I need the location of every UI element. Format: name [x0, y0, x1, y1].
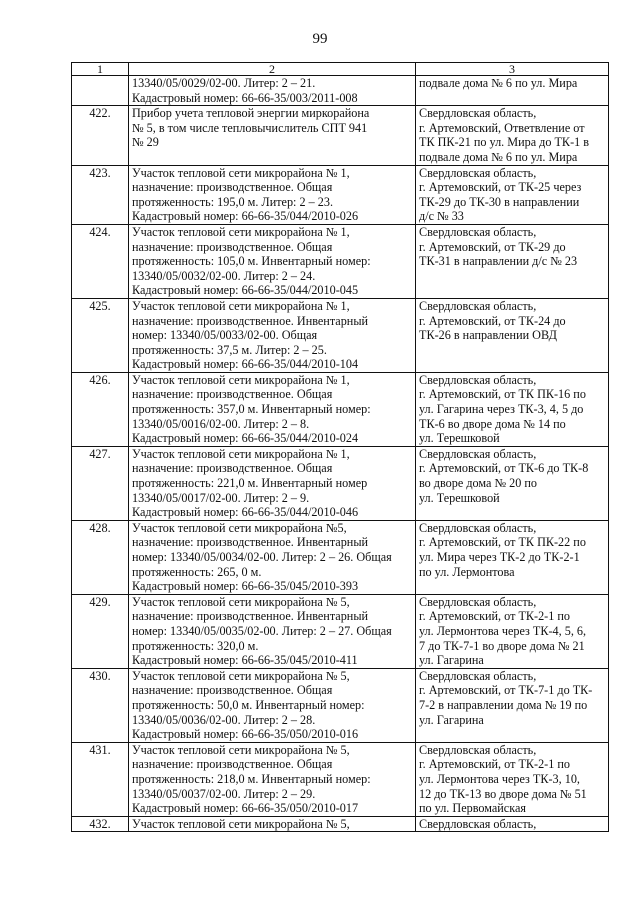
- description-line: Участок тепловой сети микрорайона №5,: [132, 520, 347, 535]
- row-address: [416, 668, 609, 742]
- table-row: [72, 298, 609, 372]
- table-header-row: [72, 63, 609, 76]
- table-row: [72, 372, 609, 446]
- address-line: Свердловская область,: [419, 224, 537, 239]
- description-line: протяженность: 37,5 м. Литер: 2 – 25.: [132, 342, 327, 357]
- row-description: [129, 520, 416, 594]
- row-description: [129, 224, 416, 298]
- address-line: Свердловская область,: [419, 446, 537, 461]
- address-line: 12 до ТК-13 во дворе дома № 51: [419, 786, 587, 801]
- table-row: [72, 165, 609, 224]
- table-row: [72, 520, 609, 594]
- table-row: [72, 816, 609, 832]
- address-line: Свердловская область,: [419, 165, 537, 180]
- address-line: подвале дома № 6 по ул. Мира: [419, 76, 578, 90]
- description-line: протяженность: 221,0 м. Инвентарный номер: [132, 476, 368, 491]
- address-line: Свердловская область,: [419, 594, 537, 609]
- description-line: 13340/05/0016/02-00. Литер: 2 – 8.: [132, 416, 310, 431]
- row-description: [129, 594, 416, 668]
- description-line: № 29: [132, 135, 159, 150]
- address-line: ул. Терешковой: [419, 431, 500, 446]
- description-line: протяженность: 105,0 м. Инвентарный номер:: [132, 254, 371, 269]
- description-line: Кадастровый номер: 66-66-35/045/2010-393: [132, 579, 359, 594]
- description-line: № 5, в том числе тепловычислитель СПТ 941: [132, 120, 368, 135]
- description-line: протяженность: 320,0 м.: [132, 638, 259, 653]
- address-line: Свердловская область,: [419, 520, 537, 535]
- address-line: ул. Гагарина через ТК-3, 4, 5 до: [419, 402, 584, 417]
- address-line: г. Артемовский, от ТК-25 через: [419, 180, 582, 195]
- row-description: [129, 816, 416, 832]
- description-line: Кадастровый номер: 66-66-35/045/2010-411: [132, 653, 358, 668]
- address-line: ТК ПК-21 по ул. Мира до ТК-1 в: [419, 135, 590, 150]
- table-row: [72, 76, 609, 106]
- description-line: Кадастровый номер: 66-66-35/044/2010-026: [132, 209, 359, 224]
- row-address: [416, 106, 609, 165]
- row-address: [416, 446, 609, 520]
- description-line: Участок тепловой сети микрорайона № 1,: [132, 446, 350, 461]
- address-line: 7 до ТК-7-1 во дворе дома № 21: [419, 638, 585, 653]
- address-line: ул. Мира через ТК-2 до ТК-2-1: [419, 550, 580, 564]
- description-line: назначение: производственное. Инвентарный: [132, 535, 369, 550]
- address-line: Свердловская область,: [419, 106, 537, 121]
- description-line: 13340/05/0036/02-00. Литер: 2 – 28.: [132, 712, 316, 727]
- address-line: Свердловская область,: [419, 742, 537, 757]
- table-row: [72, 742, 609, 816]
- row-address: [416, 372, 609, 446]
- address-line: д/с № 33: [419, 209, 464, 224]
- description-line: Участок тепловой сети микрорайона № 5,: [132, 742, 350, 757]
- address-line: подвале дома № 6 по ул. Мира: [419, 149, 578, 164]
- row-number: 430.: [72, 668, 129, 742]
- address-line: 7-2 в направлении дома № 19 по: [419, 697, 588, 712]
- address-line: по ул. Лермонтова: [419, 564, 515, 579]
- row-description: [129, 372, 416, 446]
- table-row: [72, 446, 609, 520]
- description-line: Кадастровый номер: 66-66-35/050/2010-017: [132, 801, 359, 816]
- description-line: Прибор учета тепловой энергии миркорайона: [132, 106, 370, 121]
- description-line: Кадастровый номер: 66-66-35/044/2010-045: [132, 283, 359, 298]
- description-line: Участок тепловой сети микрорайона № 1,: [132, 165, 350, 180]
- description-line: назначение: производственное. Общая: [132, 683, 333, 698]
- address-line: Свердловская область,: [419, 668, 537, 683]
- row-address: [416, 298, 609, 372]
- description-line: Кадастровый номер: 66-66-35/044/2010-046: [132, 505, 359, 520]
- description-line: Кадастровый номер: 66-66-35/003/2011-008: [132, 90, 358, 105]
- description-line: Кадастровый номер: 66-66-35/044/2010-024: [132, 431, 359, 446]
- row-description: [129, 76, 416, 106]
- row-description: [129, 668, 416, 742]
- row-address: [416, 76, 609, 106]
- description-line: назначение: производственное. Общая: [132, 461, 333, 476]
- description-line: Участок тепловой сети микрорайона № 1,: [132, 298, 350, 313]
- address-line: г. Артемовский, от ТК-7-1 до ТК-: [419, 683, 593, 698]
- address-line: ТК-31 в направлении д/с № 23: [419, 254, 578, 269]
- row-description: [129, 165, 416, 224]
- address-line: ТК-26 в направлении ОВД: [419, 328, 557, 343]
- address-line: ТК-29 до ТК-30 в направлении: [419, 194, 580, 209]
- address-line: Свердловская область,: [419, 372, 537, 387]
- row-number: 425.: [72, 298, 129, 372]
- description-line: назначение: производственное. Инвентарный: [132, 313, 369, 328]
- row-address: [416, 742, 609, 816]
- row-number: 422.: [72, 106, 129, 165]
- description-line: протяженность: 195,0 м. Литер: 2 – 23.: [132, 194, 333, 209]
- description-line: протяженность: 218,0 м. Инвентарный номер:: [132, 771, 371, 786]
- row-number: 432.: [72, 816, 129, 832]
- address-line: г. Артемовский, от ТК-29 до: [419, 239, 566, 254]
- row-number: [72, 76, 129, 106]
- address-line: во дворе дома № 20 по: [419, 476, 538, 491]
- row-description: [129, 106, 416, 165]
- description-line: 13340/05/0037/02-00. Литер: 2 – 29.: [132, 786, 316, 801]
- address-line: г. Артемовский, от ТК ПК-16 по: [419, 387, 586, 402]
- address-line: ул. Лермонтова через ТК-4, 5, 6,: [419, 623, 587, 638]
- description-line: номер: 13340/05/0035/02-00. Литер: 2 – 27. Общая: [132, 623, 392, 638]
- description-line: номер: 13340/05/0034/02-00. Литер: 2 – 26. Общая: [132, 550, 392, 564]
- description-line: Участок тепловой сети микрорайона № 1,: [132, 224, 350, 239]
- row-number: 428.: [72, 520, 129, 594]
- page-number: 99: [312, 31, 328, 47]
- description-line: назначение: производственное. Общая: [132, 757, 333, 772]
- column-header-number: 1: [72, 63, 129, 76]
- row-address: [416, 520, 609, 594]
- address-line: ул. Гагарина: [419, 712, 484, 727]
- table-row: [72, 594, 609, 668]
- description-line: Кадастровый номер: 66-66-35/050/2010-016: [132, 727, 359, 742]
- description-line: 13340/05/0032/02-00. Литер: 2 – 24.: [132, 268, 316, 283]
- address-line: ТК-6 во дворе дома № 14 по: [419, 416, 566, 431]
- row-description: [129, 298, 416, 372]
- address-line: ул. Лермонтова через ТК-3, 10,: [419, 771, 580, 786]
- row-description: [129, 446, 416, 520]
- row-address: [416, 224, 609, 298]
- description-line: Участок тепловой сети микрорайона № 1,: [132, 372, 350, 387]
- row-number: 427.: [72, 446, 129, 520]
- address-line: Свердловская область,: [419, 816, 537, 831]
- address-line: г. Артемовский, от ТК-6 до ТК-8: [419, 461, 589, 476]
- description-line: Участок тепловой сети микрорайона № 5,: [132, 594, 350, 609]
- description-line: 13340/05/0029/02-00. Литер: 2 – 21.: [132, 76, 316, 90]
- address-line: ул. Гагарина: [419, 653, 484, 668]
- row-description: [129, 742, 416, 816]
- address-line: г. Артемовский, Ответвление от: [419, 120, 585, 135]
- address-line: по ул. Первомайская: [419, 801, 526, 816]
- row-number: 429.: [72, 594, 129, 668]
- description-line: назначение: производственное. Общая: [132, 239, 333, 254]
- description-line: 13340/05/0017/02-00. Литер: 2 – 9.: [132, 490, 310, 505]
- address-line: г. Артемовский, от ТК ПК-22 по: [419, 535, 586, 550]
- column-header-description: 2: [129, 63, 416, 76]
- column-header-address: 3: [416, 63, 609, 76]
- row-address: [416, 165, 609, 224]
- description-line: назначение: производственное. Общая: [132, 387, 333, 402]
- description-line: назначение: производственное. Инвентарный: [132, 609, 369, 624]
- description-line: номер: 13340/05/0033/02-00. Общая: [132, 328, 318, 343]
- row-number: 424.: [72, 224, 129, 298]
- address-line: г. Артемовский, от ТК-2-1 по: [419, 757, 570, 772]
- row-number: 423.: [72, 165, 129, 224]
- table-row: [72, 668, 609, 742]
- description-line: протяженность: 265, 0 м.: [132, 564, 262, 579]
- description-line: Участок тепловой сети микрорайона № 5,: [132, 816, 350, 831]
- row-address: [416, 594, 609, 668]
- description-line: протяженность: 50,0 м. Инвентарный номер:: [132, 697, 365, 712]
- address-line: г. Артемовский, от ТК-2-1 по: [419, 609, 570, 624]
- row-number: 431.: [72, 742, 129, 816]
- description-line: Участок тепловой сети микрорайона № 5,: [132, 668, 350, 683]
- row-address: [416, 816, 609, 832]
- row-number: 426.: [72, 372, 129, 446]
- description-line: протяженность: 357,0 м. Инвентарный номер:: [132, 402, 371, 417]
- address-line: ул. Терешковой: [419, 490, 500, 505]
- table-row: [72, 106, 609, 165]
- address-line: Свердловская область,: [419, 298, 537, 313]
- description-line: Кадастровый номер: 66-66-35/044/2010-104: [132, 357, 359, 372]
- description-line: назначение: производственное. Общая: [132, 180, 333, 195]
- table-row: [72, 224, 609, 298]
- address-line: г. Артемовский, от ТК-24 до: [419, 313, 566, 328]
- property-table: [71, 62, 609, 832]
